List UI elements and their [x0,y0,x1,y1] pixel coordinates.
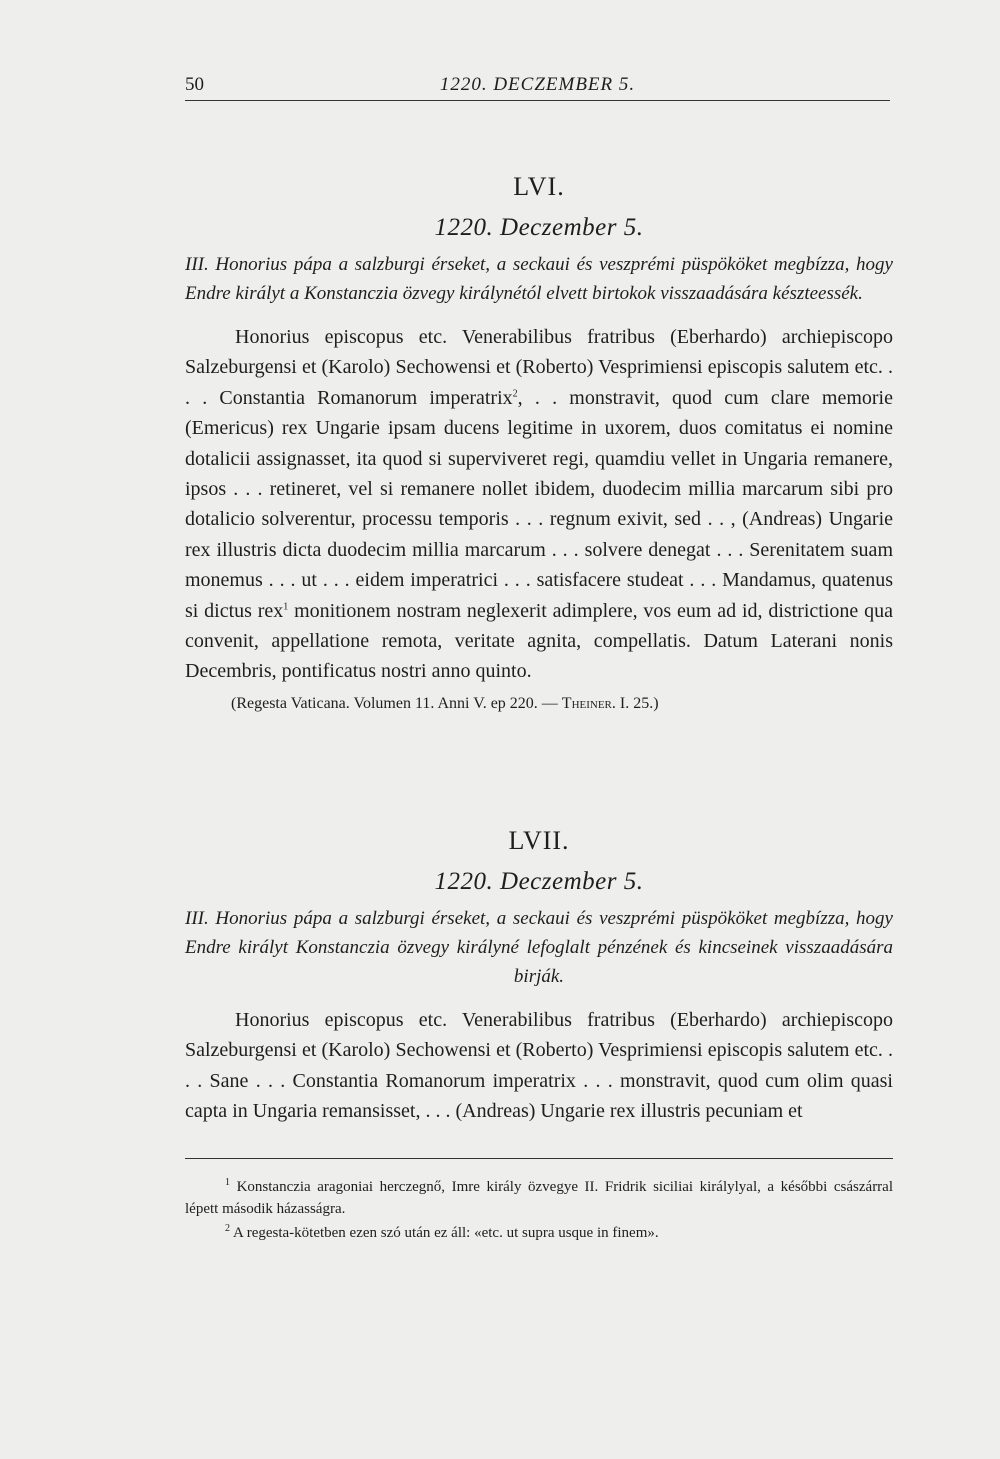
footnote-ref-1[interactable]: 1 [283,601,289,612]
charter-summary: III. Honorius pápa a salzburgi érseket, a seckaui és veszprémi püspököket megbízza, hogy Endre királyt Konstanczia özvegy királyné lefoglalt pénzének és kincseinek visszaadására birják. [185,908,893,987]
footnote-2 [185,1222,893,1244]
footnote-text: A regesta-kötetben ezen szó után ez áll: «etc. ut supra usque in finem». [232,1225,659,1241]
charter-number: LVI. [513,172,565,201]
charter-date: 1220. Deczember 5. [434,214,644,241]
charter-lvii [185,826,893,1127]
body-text: , . . monstravit, quod cum clare memorie (Emericus) rex Ungarie ipsam ducens legitime in uxorem, duos comitatus ei nomine dotalicii assignasset, ita quod si superviveret regi, quamdiu vellet in Ungaria remanere, ipsos . . . retineret, vel si remanere nollet ibidem, duodecim millia marcarum sibi pro dotalicio solverentur, processu temporis . . . regnum exivit, sed . . , (Andreas) Ungarie rex illustris dicta duodecim millia marcarum . . . solvere denegat . . . Serenitatem suam monemus . . . ut . . . eidem imperatrici . . . satisfacere studeat . . . Mandamus, quatenus si dictus rex [185,386,893,622]
source-text: . I. 25.) [611,694,659,712]
footnote-text: Konstanczia aragoniai herczegnő, Imre király özvegye II. Fridrik siciliai királylyal, a későbbi császárral lépett második házasságra. [185,1179,894,1217]
source-citation [185,695,893,713]
running-title: 1220. DECZEMBER 5. [439,74,636,95]
running-head [185,74,890,100]
charter-lvi [185,172,893,713]
footnote-ref-2[interactable]: 2 [512,388,518,400]
charter-date: 1220. Deczember 5. [434,868,644,895]
body-text: Honorius episcopus etc. Venerabilibus fratribus (Eberhardo) archiepiscopo Salzeburgensi et (Karolo) Sechowensi et (Roberto) Vesprimiensi episcopis salutem etc. . . . Constantia Romanorum imperatrix [185,326,893,409]
source-text: (Regesta Vaticana. Volumen 11. Anni V. ep 220. — [231,694,562,712]
footnote-mark: 1 [225,1177,230,1188]
body-text: monitionem nostram neglexerit adimplere, vos eum ad id, districtione qua convenit, appellatione remota, veritate agnita, compellatis. Datum Laterani nonis Decembris, pontificatus nostri anno quinto. [185,599,893,683]
charter-body [185,322,893,687]
footnote-mark: 2 [225,1223,230,1234]
charter-body: Honorius episcopus etc. Venerabilibus fratribus (Eberhardo) archiepiscopo Salzeburgensi et (Karolo) Sechowensi et (Roberto) Vesprimiensi episcopis salutem etc. . . . Sane . . . Constantia Romanorum imperatrix . . . monstravit, quod cum olim quasi capta in Ungaria remansisset, . . . (Andreas) Ungarie rex illustris pecuniam et [185,1009,893,1123]
source-author: Theiner [561,694,612,712]
header-rule [185,100,890,101]
footnote-1 [185,1176,893,1220]
footnotes [185,1176,893,1246]
page-number: 50 [185,74,204,95]
charter-number: LVII. [508,826,570,855]
charter-summary: III. Honorius pápa a salzburgi érseket, a seckaui és veszprémi püspököket megbízza, hogy Endre királyt a Konstanczia özvegy királynétól elvett birtokok visszaadására készteessék. [185,254,893,304]
footnote-rule [185,1158,893,1159]
